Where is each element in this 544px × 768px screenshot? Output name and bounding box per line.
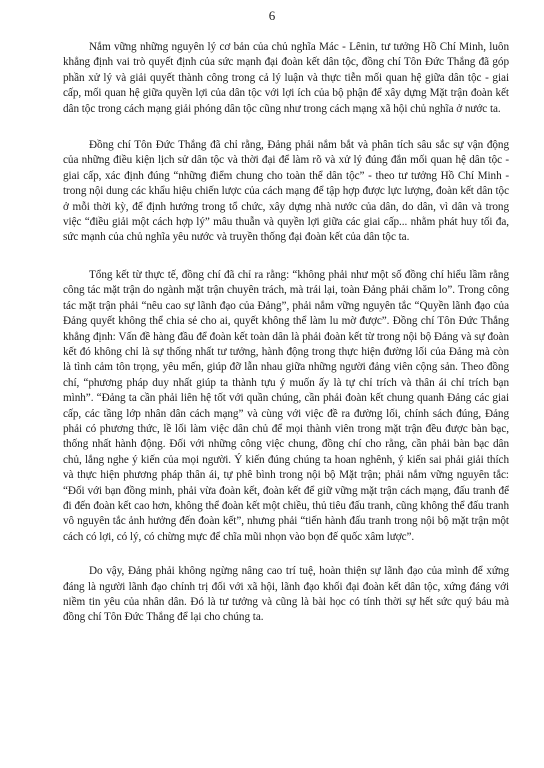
page-number: 6 bbox=[268, 8, 276, 23]
paragraph-4: Do vậy, Đảng phải không ngừng nâng cao trí tuệ, hoàn thiện sự lãnh đạo của mình để xứng đáng là người lãnh đạo chính trị đối với xã hội, lãnh đạo khối đại đoàn kết dân tộc, xứng đáng với niềm tin yêu của nhân dân. Đó là tư tưởng và cũng là bài học có tính thời sự hết sức quý báu mà đồng chí Tôn Đức Thắng để lại cho chúng ta. bbox=[63, 565, 509, 624]
paragraph-2: Đồng chí Tôn Đức Thắng đã chỉ rằng, Đảng phải nắm bắt và phân tích sâu sắc sự vận động của những điều kiện lịch sử dân tộc và thời đại để làm rõ và xử lý đúng đắn mối quan hệ dân tộc - giai cấp, xác định đúng “những điểm chung cho toàn thể dân tộc” - theo tư tưởng Hồ Chí Minh - trong nội dung các khẩu hiệu chiến lược của cách mạng để tập hợp được lực lượng, đoàn kết dân tộc ở mỗi thời kỳ, để định hướng trong tổ chức, xây dựng nhà nước của dân, do dân, vì dân và trong việc “điều giải một cách hợp lý” mâu thuẫn và quyền lợi giữa các giai cấp... nhằm phát huy tối đa, sức mạnh của chủ nghĩa yêu nước và truyền thống đại đoàn kết của dân tộc ta. bbox=[63, 139, 509, 244]
body-text bbox=[63, 40, 509, 642]
paragraph-1: Nắm vững những nguyên lý cơ bản của chủ nghĩa Mác - Lênin, tư tưởng Hồ Chí Minh, luôn khẳng định vai trò quyết định của sức mạnh đại đoàn kết dân tộc, đồng chí Tôn Đức Thắng đã góp phần xử lý và giải quyết thành công trong cả lý luận và thực tiễn mối quan hệ giữa dân tộc - giai cấp, mối quan hệ giữa quyền lợi của dân tộc với lợi ích của bộ phận để xây dựng Mặt trận đoàn kết dân tộc trong cách mạng giải phóng dân tộc cũng như trong cách mạng xã hội chủ nghĩa ở nước ta. bbox=[63, 41, 509, 115]
paragraph-3: Tổng kết từ thực tế, đồng chí đã chỉ ra rằng: “không phải như một số đồng chí hiểu lầm rằng công tác mặt trận do ngành mặt trận chuyên trách, mà trái lại, toàn Đảng phải chăm lo”. Trong công tác mặt trận phải “nêu cao sự lãnh đạo của Đảng”, phải nắm vững nguyên tắc “Quyền lãnh đạo của Đảng quyết không thể chia sẻ cho ai, quyết không thể làm lu mờ được”. Đồng chí Tôn Đức Thắng khẳng định: Vấn đề hàng đầu để đoàn kết toàn dân là phải đoàn kết từ trong nội bộ Đảng và sự đoàn kết đó không chỉ là sự thống nhất tư tưởng, hành động trong thực hiện đường lối của Đảng mà còn là tình cảm tôn trọng, yêu mến, giúp đỡ lẫn nhau giữa những người đảng viên cộng sản. Theo đồng chí, “phương pháp duy nhất giúp ta thành tựu ý muốn ấy là tự chỉ trích và thân ái chỉ trích bạn mình”. “Đảng ta cần phải liên hệ tốt với quần chúng, cần phải đoàn kết chung quanh Đảng các giai cấp, các tầng lớp nhân dân cách mạng” và cùng với việc đề ra đường lối, chính sách đúng, Đảng phải có phương thức, lề lối làm việc dân chủ để mọi thành viên trong mặt trận đều được bàn bạc, thống nhất hành động. Đối với những công việc chung, đồng chí cho rằng, cần phải bàn bạc dân chủ, lắng nghe ý kiến của mọi người. Ý kiến đúng chúng ta hoan nghênh, ý kiến sai phải giải thích và thực hiện phương pháp thân ái, tự phê bình trong nội bộ Mặt trận; phải nắm vững nguyên tắc: “Đối với bạn đồng minh, phải vừa đoàn kết, đoàn kết để giữ vững mặt trận cách mạng, đấu tranh để đi đến đoàn kết cao hơn, không thể đoàn kết một chiều, thủ tiêu đấu tranh, cũng không thể đấu tranh vô nguyên tắc ảnh hưởng đến đoàn kết”, nhưng phải “tiến hành đấu tranh trong nội bộ mặt trận một cách có lợi, có lý, có chừng mực để chĩa mũi nhọn vào bọn đế quốc xâm lược”. bbox=[63, 268, 509, 543]
